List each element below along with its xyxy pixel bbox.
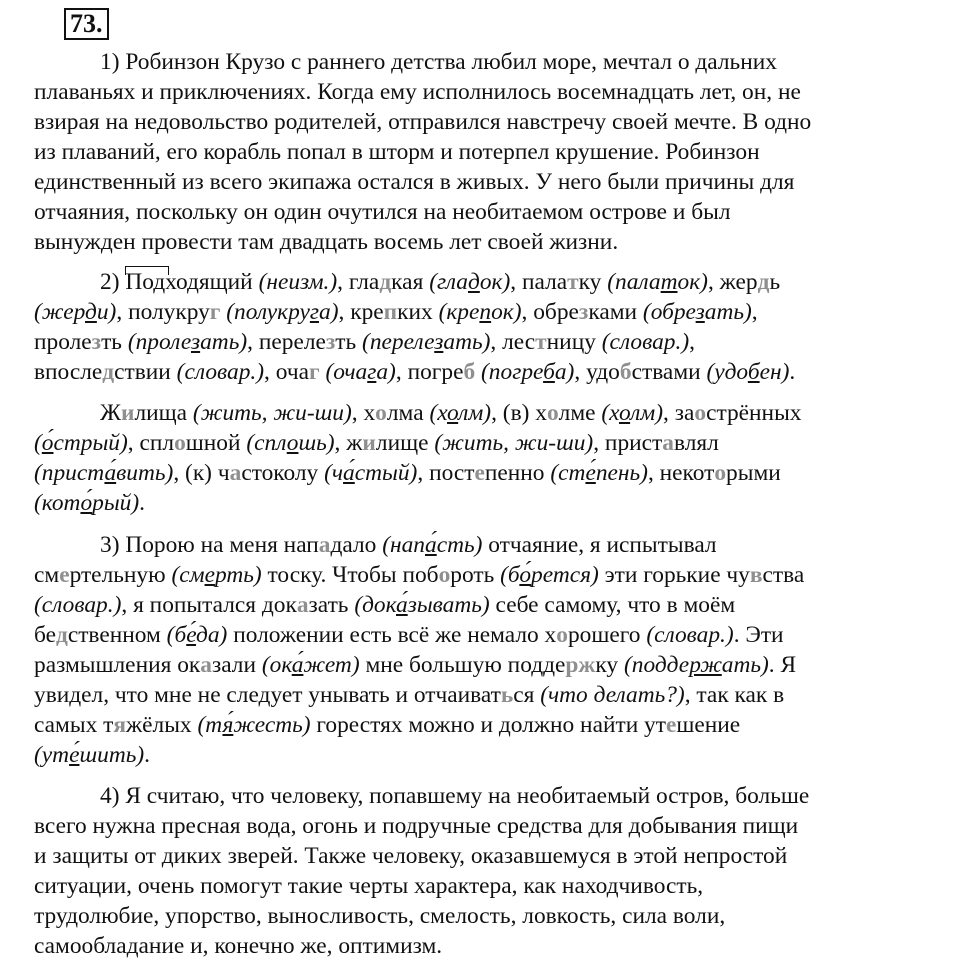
text-line: (приста́вить), (к) частоколу (ча́стый), постепенно (сте́пень), некоторыми	[34, 460, 781, 486]
text-line: отчаяния, поскольку он один очутился на необитаемом острове и был	[34, 199, 731, 225]
text-line: 2) Подходящий (неизм.), гладкая (гладок), палатку (палаток), жердь	[100, 269, 781, 295]
paragraph-3	[34, 398, 934, 518]
text-line: вынужден провести там двадцать восемь лет своей жизни.	[34, 229, 619, 255]
text-line: впоследствии (словар.), очаг (очага), погреб (погреба), удобствами (удобен).	[34, 359, 796, 385]
text-line: самообладание и, конечно же, оптимизм.	[34, 933, 443, 959]
text-line: 3) Порою на меня нападало (напа́сть) отчаяние, я испытывал	[100, 532, 717, 558]
root-arc-mark: Под	[125, 269, 166, 295]
text-line: плаваньях и приключениях. Когда ему исполнилось восемнадцать лет, он, не	[34, 79, 801, 105]
text-line: единственный из всего экипажа остался в живых. У него были причины для	[34, 169, 795, 195]
text-line: (о́стрый), сплошной (сплошь), жилище (жить, жи-ши), приставлял	[34, 430, 719, 456]
text-line: трудолюбие, упорство, выносливость, смелость, ловкость, сила воли,	[34, 903, 726, 929]
text-line: Жилища (жить, жи-ши), холма (холм), (в) холме (холм), заострённых	[100, 400, 802, 426]
exercise-number: 73.	[64, 8, 109, 40]
text-line: увидел, что мне не следует унывать и отчаиваться (что делать?), так как в	[34, 682, 785, 708]
text-line: бедственном (бе́да) положении есть всё же немало хорошего (словар.). Эти	[34, 622, 784, 648]
text-line: из плаваний, его корабль попал в шторм и потерпел крушение. Робинзон	[34, 139, 760, 165]
text-line: взирая на недовольство родителей, отправился навстречу своей мечте. В одно	[34, 109, 812, 135]
text-line: и защиты от диких зверей. Также человеку, оказавшемуся в этой непростой	[34, 843, 788, 869]
text-line: пролезть (пролезать), перелезть (перелезать), лестницу (словар.),	[34, 329, 695, 355]
paragraph-4	[34, 530, 934, 770]
text-line: 1) Робинзон Крузо с раннего детства любил море, мечтал о дальних	[100, 49, 777, 75]
text-line: 4) Я считаю, что человеку, попавшему на необитаемый остров, больше	[100, 783, 810, 809]
text-line: (кото́рый).	[34, 490, 146, 516]
paragraph-5	[34, 781, 934, 961]
text-line: (словар.), я попытался доказать (дока́зывать) себе самому, что в моём	[34, 592, 736, 618]
text-line: размышления оказали (ока́жет) мне большую поддержку (поддержать). Я	[34, 652, 797, 678]
paragraph-1	[34, 47, 934, 257]
paragraph-2	[34, 267, 934, 387]
text-line: смертельную (смерть) тоску. Чтобы побороть (бо́рется) эти горькие чувства	[34, 562, 805, 588]
text-line: самых тяжёлых (тя́жесть) горестях можно и должно найти утешение	[34, 712, 741, 738]
text-line: (уте́шить).	[34, 742, 151, 768]
text-line: всего нужна пресная вода, огонь и подручные средства для добывания пищи	[34, 813, 799, 839]
text-line: (жерди), полукруг (полукруга), крепких (крепок), обрезками (обрезать),	[34, 299, 758, 325]
text-line: ситуации, очень помогут такие черты характера, как находчивость,	[34, 873, 704, 899]
